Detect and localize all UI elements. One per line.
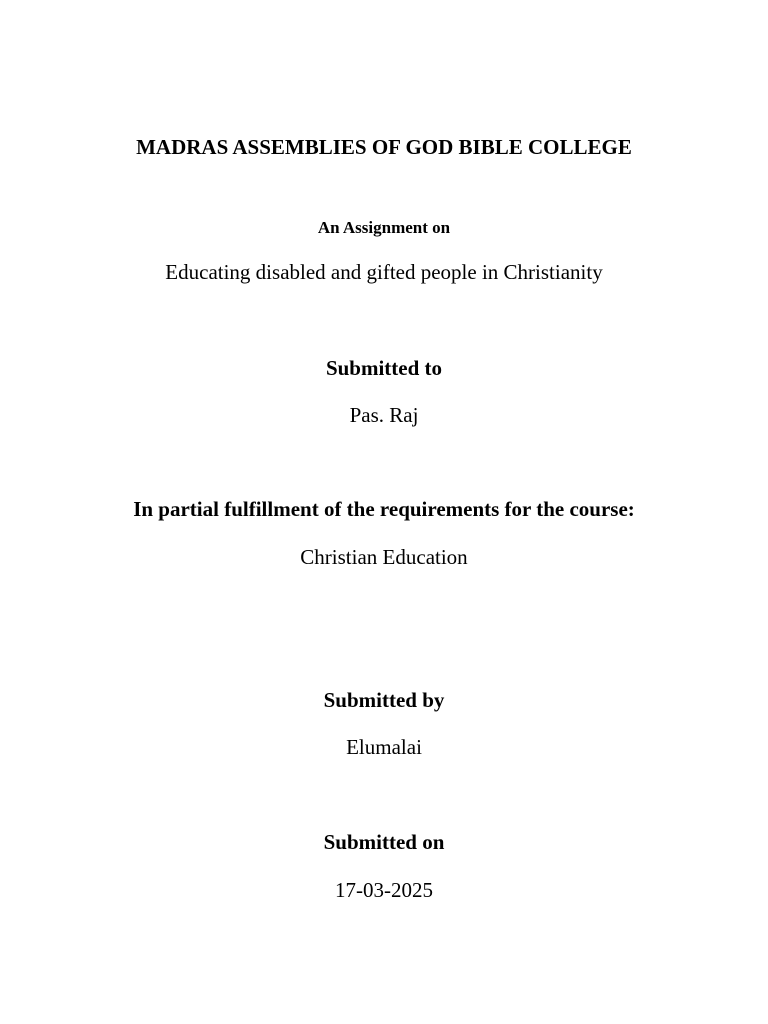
assignment-heading: An Assignment on	[317, 218, 451, 237]
submitted-to-name: Pas. Raj	[349, 403, 419, 427]
course-name: Christian Education	[300, 545, 468, 569]
college-name: MADRAS ASSEMBLIES OF GOD BIBLE COLLEGE	[136, 135, 632, 159]
assignment-title: Educating disabled and gifted people in Christianity	[165, 260, 603, 284]
submitted-to-heading: Submitted to	[325, 356, 443, 380]
submitted-by-heading: Submitted by	[323, 688, 445, 712]
submitted-on-heading: Submitted on	[323, 830, 445, 854]
submitted-on-date: 17-03-2025	[335, 878, 433, 902]
submitted-by-name: Elumalai	[346, 735, 422, 759]
course-heading: In partial fulfillment of the requirements for the course:	[133, 497, 635, 521]
